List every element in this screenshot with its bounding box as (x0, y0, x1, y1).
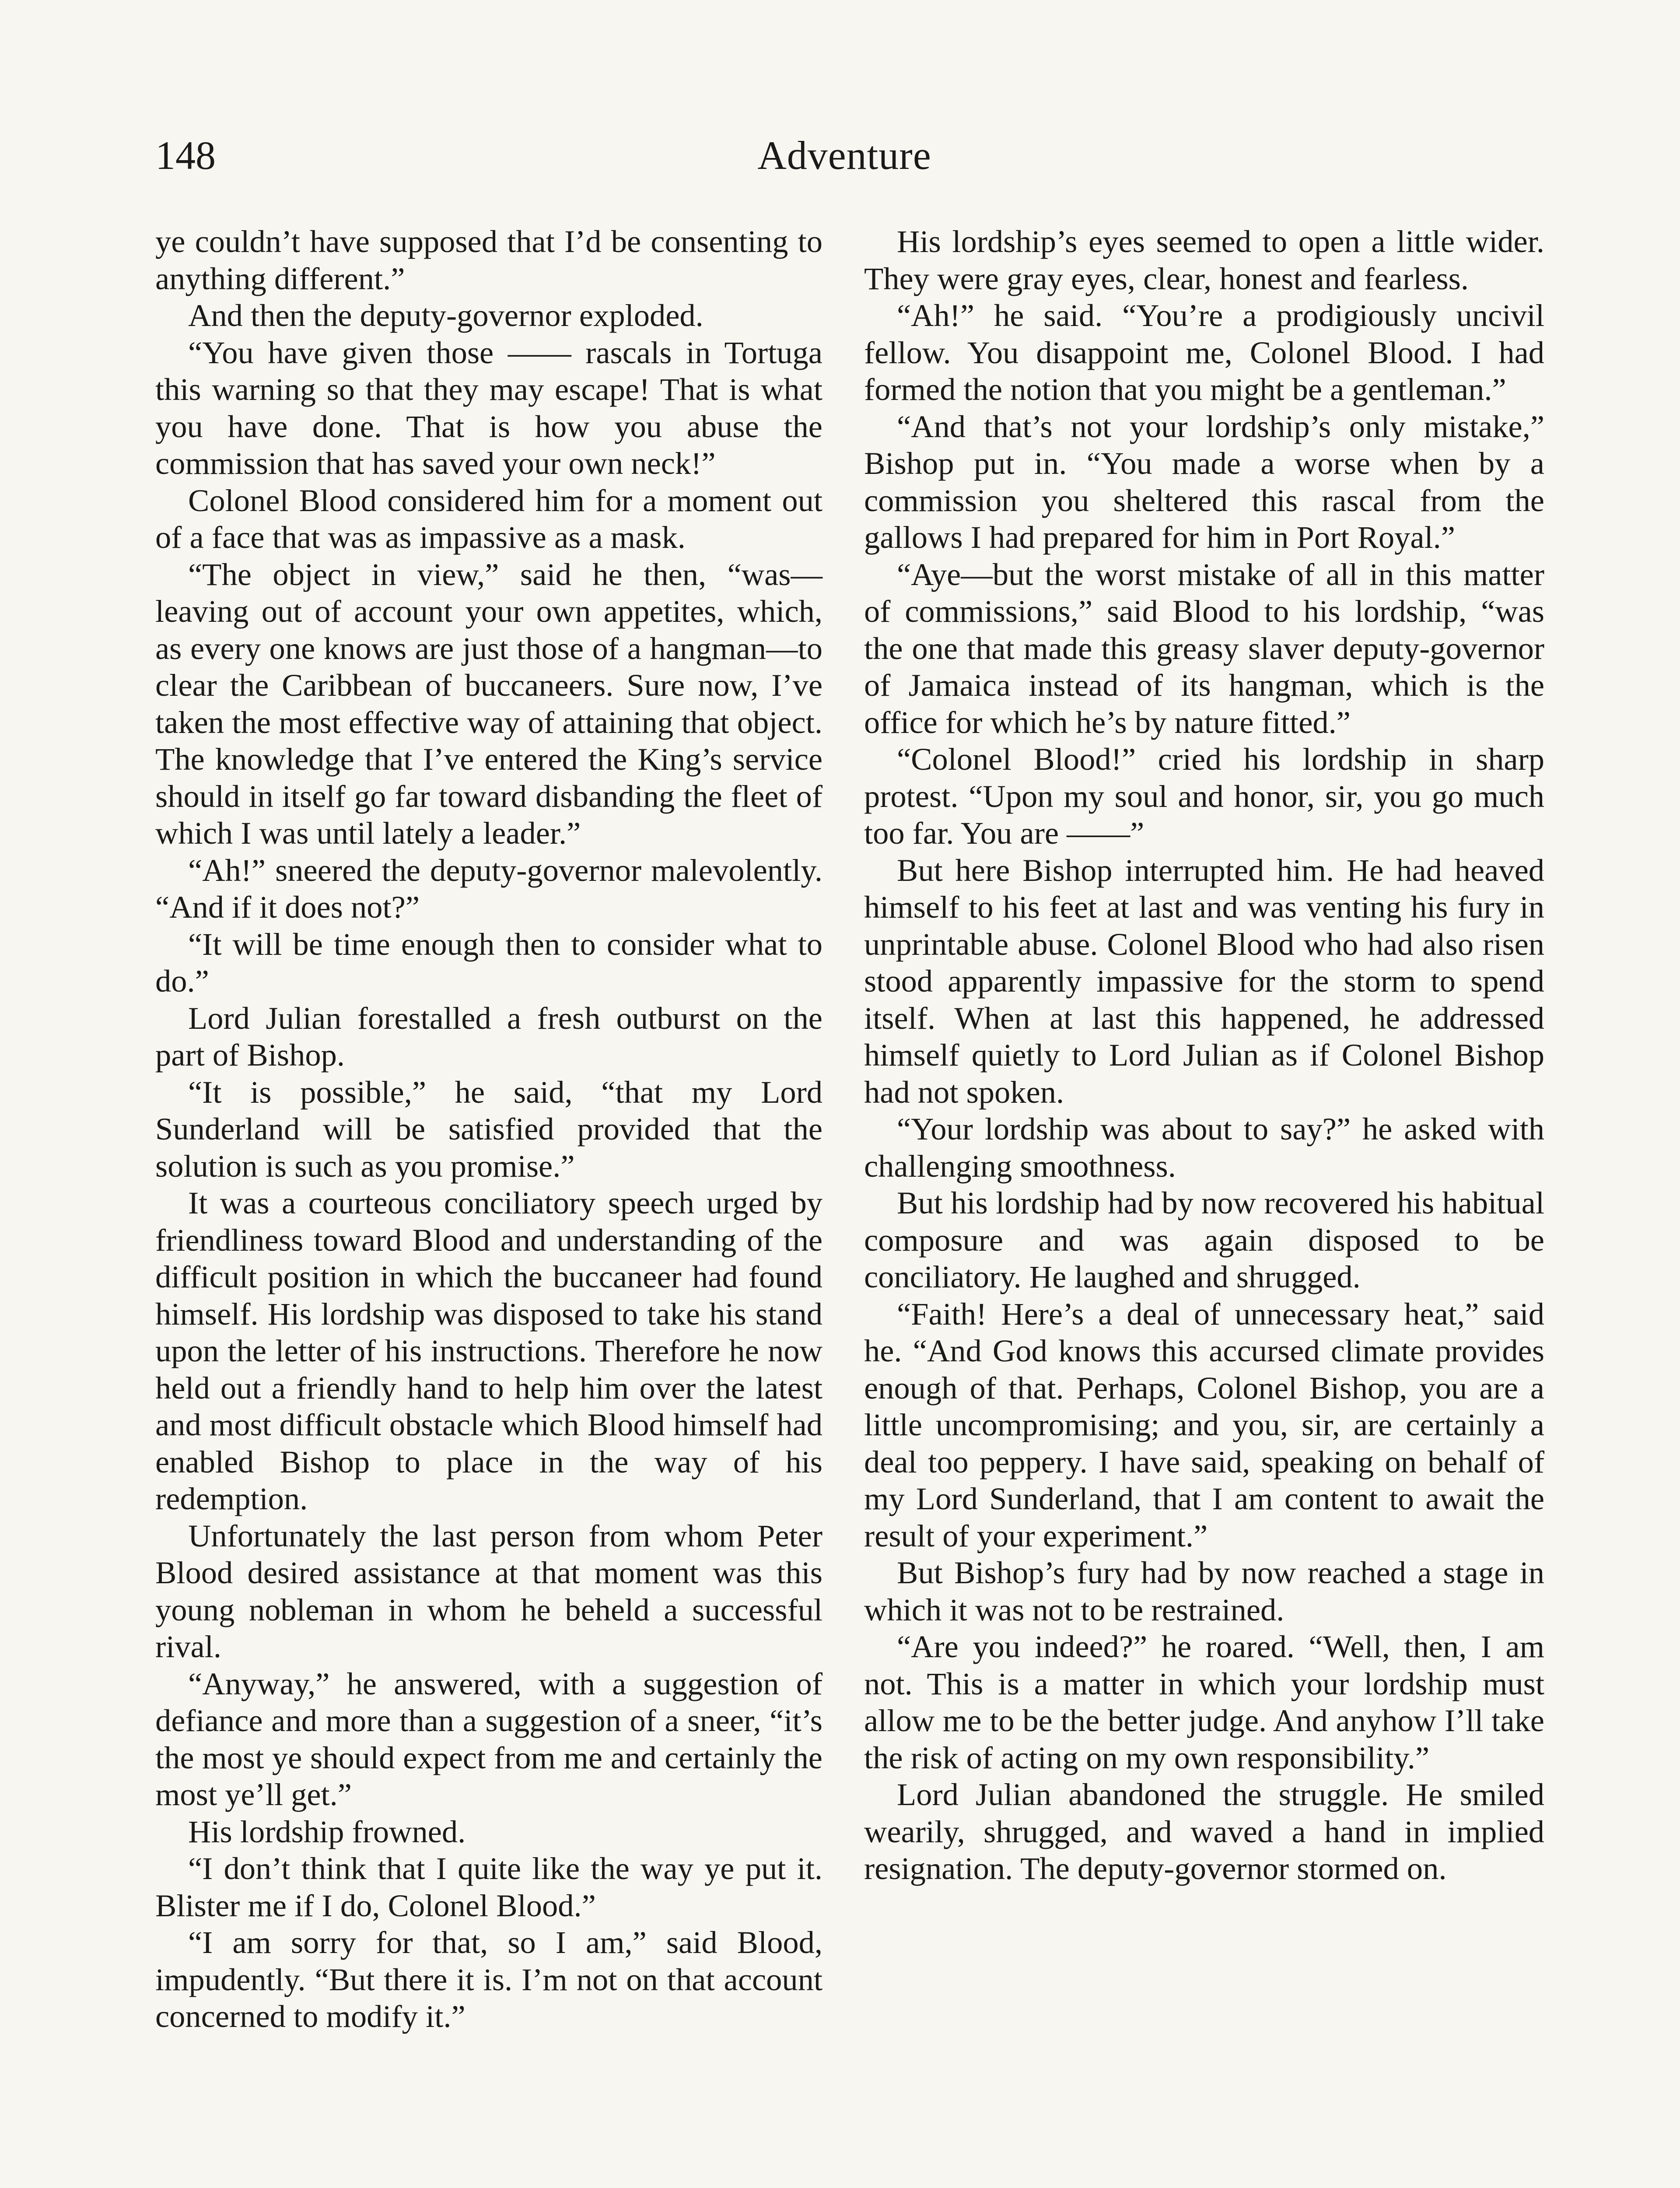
paragraph: ye couldn’t have supposed that I’d be consenting to anything different.” (155, 224, 822, 296)
page-number: 148 (155, 133, 216, 178)
paragraph: “Aye—but the worst mistake of all in this matter of commissions,” said Blood to his lordship, “was the one that made this greasy slaver deputy-governor of Jamaica instead of its hangman, which is the office for which he’s by nature fitted.” (864, 556, 1544, 740)
paragraph: “And that’s not your lordship’s only mistake,” Bishop put in. “You made a worse when by a commission you sheltered this rascal from the gallows I had prepared for him in Port Royal.” (864, 408, 1544, 555)
running-title: Adventure (757, 133, 931, 178)
page-header (155, 127, 1533, 184)
paragraph: “I am sorry for that, so I am,” said Blood, impudently. “But there it is. I’m not on that account concerned to modify it.” (155, 1925, 822, 2034)
paragraph: “Are you indeed?” he roared. “Well, then, I am not. This is a matter in which your lordship must allow me to be the better judge. And anyhow I’ll take the risk of acting on my own responsibility.” (864, 1629, 1544, 1775)
paragraph: But his lordship had by now recovered his habitual composure and was again disposed to be conciliatory. He laughed and shrugged. (864, 1185, 1544, 1294)
paragraph: But here Bishop interrupted him. He had heaved himself to his feet at last and was venting his fury in unprintable abuse. Colonel Blood who had also risen stood apparently impassive for the storm to spend itself. When at last this happened, he addressed himself quietly to Lord Julian as if Colonel Bishop had not spoken. (864, 852, 1544, 1110)
paragraph: Unfortunately the last person from whom Peter Blood desired assistance at that moment was this young nobleman in whom he beheld a successful rival. (155, 1518, 822, 1664)
paragraph: “Ah!” he said. “You’re a prodigiously uncivil fellow. You disappoint me, Colonel Blood. I had formed the notion that you might be a gentleman.” (864, 298, 1544, 407)
paragraph: Lord Julian abandoned the struggle. He smiled wearily, shrugged, and waved a hand in implied resignation. The deputy-governor stormed on. (864, 1777, 1544, 1886)
paragraph: And then the deputy-governor exploded. (188, 298, 704, 333)
paragraph: “Colonel Blood!” cried his lordship in sharp protest. “Upon my soul and honor, sir, you go much too far. You are ——” (864, 741, 1544, 851)
paragraph: “Faith! Here’s a deal of unnecessary heat,” said he. “And God knows this accursed climate provides enough of that. Perhaps, Colonel Bishop, you are a little uncompromising; and you, sir, are certainly a deal too peppery. I have said, speaking on behalf of my Lord Sunderland, that I am content to await the result of your experiment.” (864, 1296, 1544, 1553)
paragraph: “It will be time enough then to consider what to do.” (155, 926, 822, 999)
paragraph: “I don’t think that I quite like the way ye put it. Blister me if I do, Colonel Blood.” (155, 1851, 822, 1923)
left-column (155, 223, 822, 2035)
right-column (864, 223, 1544, 1887)
paragraph: “Ah!” sneered the deputy-governor malevolently. “And if it does not?” (155, 852, 822, 925)
paragraph: Colonel Blood considered him for a moment out of a face that was as impassive as a mask. (155, 482, 822, 555)
paragraph: “Your lordship was about to say?” he asked with challenging smoothness. (864, 1111, 1544, 1184)
paragraph: Lord Julian forestalled a fresh outburst on the part of Bishop. (155, 1000, 822, 1073)
paragraph: His lordship frowned. (188, 1813, 466, 1849)
paragraph: But Bishop’s fury had by now reached a stage in which it was not to be restrained. (864, 1555, 1544, 1627)
paragraph: His lordship’s eyes seemed to open a little wider. They were gray eyes, clear, honest and fearless. (864, 224, 1544, 296)
paragraph: “It is possible,” he said, “that my Lord Sunderland will be satisfied provided that the solution is such as you promise.” (155, 1074, 822, 1184)
paragraph: “The object in view,” said he then, “was—leaving out of account your own appetites, which, as every one knows are just those of a hangman—to clear the Caribbean of buccaneers. Sure now, I’ve taken the most effective way of attaining that object. The knowledge that I’ve entered the King’s service should in itself go far toward disbanding the fleet of which I was until lately a leader.” (155, 556, 822, 851)
paragraph: “Anyway,” he answered, with a suggestion of defiance and more than a suggestion of a sneer, “it’s the most ye should expect from me and certainly the most ye’ll get.” (155, 1666, 822, 1812)
paragraph: It was a courteous conciliatory speech urged by friendliness toward Blood and understanding of the difficult position in which the buccaneer had found himself. His lordship was disposed to take his stand upon the letter of his instructions. Therefore he now held out a friendly hand to help him over the latest and most difficult obstacle which Blood himself had enabled Bishop to place in the way of his redemption. (155, 1185, 822, 1516)
paragraph: “You have given those —— rascals in Tortuga this warning so that they may escape! That is what you have done. That is how you abuse the commission that has saved your own neck!” (155, 334, 822, 481)
